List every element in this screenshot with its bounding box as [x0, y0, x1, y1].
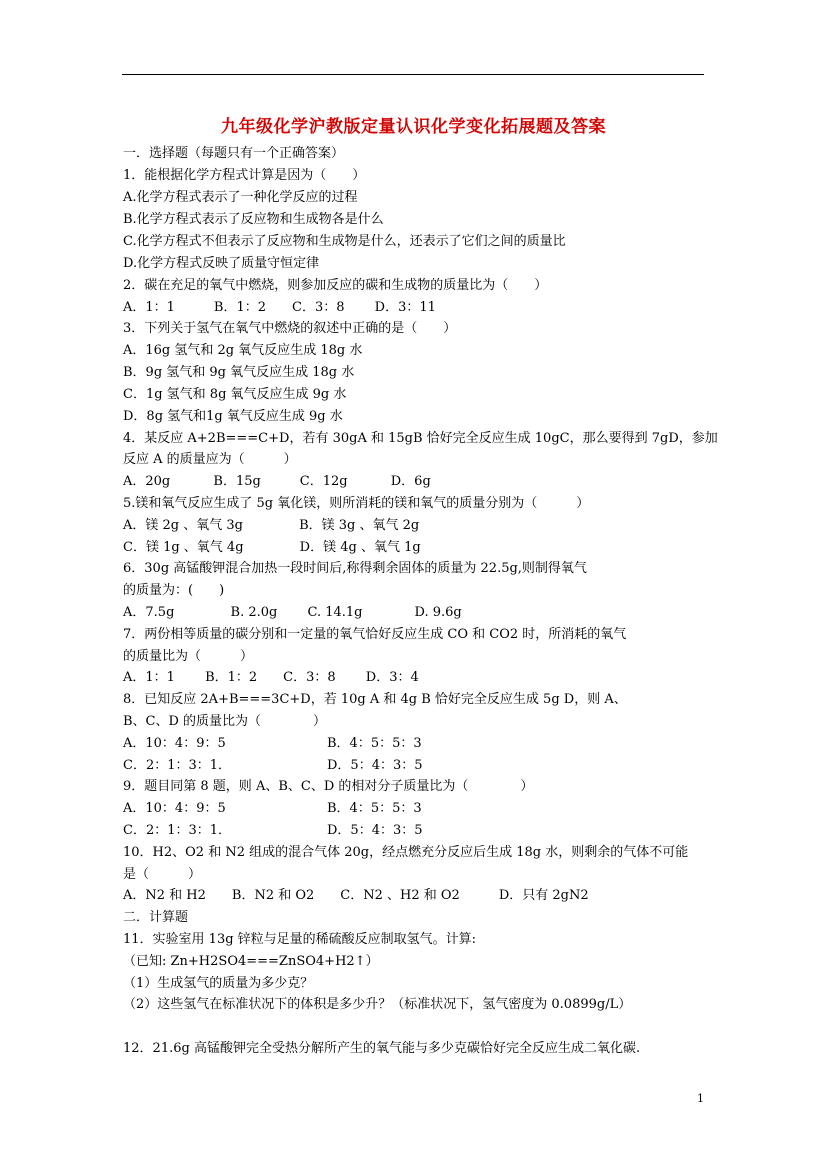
option-1b: B.化学方程式表示了反应物和生成物各是什么 [123, 212, 384, 227]
question-10-line1: 10．H2、O2 和 N2 组成的混合气体 20g，经点燃充分反应后生成 18g 水，则剩余的气体不可能 [123, 845, 689, 860]
option-1a: A.化学方程式表示了一种化学反应的过程 [123, 190, 358, 205]
options-4: A．20g B．15g C．12g D．6g [123, 474, 431, 489]
option-3c: C．1g 氢气和 8g 氧气反应生成 9g 水 [123, 387, 347, 402]
document-title: 九年级化学沪教版定量认识化学变化拓展题及答案 [221, 117, 606, 137]
question-9: 9．题目同第 8 题，则 A、B、C、D 的相对分子质量比为（ ） [123, 779, 534, 794]
options-10: A．N2 和 H2 B．N2 和 O2 C．N2 、H2 和 O2 D．只有 2gN2 [123, 888, 589, 903]
option-8c: C．2：1：3：1． [123, 758, 232, 773]
question-1: 1．能根据化学方程式计算是因为（ ） [123, 168, 366, 183]
options-5cd: C．镁 1g 、氧气 4g D．镁 4g 、氧气 1g [123, 540, 421, 555]
question-4-line1: 4．某反应 A+2B===C+D，若有 30gA 和 15gB 恰好完全反应生成 10gC，那么要得到 7gD，参加 [123, 431, 718, 446]
option-3d: D．8g 氢气和1g 氧气反应生成 9g 水 [123, 409, 343, 424]
question-7-line1: 7．两份相等质量的碳分别和一定量的氧气恰好反应生成 CO 和 CO2 时，所消耗的氧气 [123, 627, 627, 642]
section-heading-calc: 二．计算题 [123, 910, 189, 925]
question-7-line2: 的质量比为（ ） [123, 649, 254, 664]
question-6-line1: 6．30g 高锰酸钾混合加热一段时间后,称得剩余固体的质量为 22.5g,则制得氧气 [123, 561, 587, 576]
question-11-given: （已知: Zn+H2SO4===ZnSO4+H2↑） [123, 954, 379, 969]
question-11-part1: （1）生成氢气的质量为多少克？ [123, 976, 314, 991]
option-1d: D.化学方程式反映了质量守恒定律 [123, 256, 320, 271]
question-6-line2: 的质量为：( ) [123, 583, 225, 598]
question-11: 11．实验室用 13g 锌粒与足量的稀硫酸反应制取氢气。计算: [123, 932, 477, 947]
section-heading-choice: 一．选择题（每题只有一个正确答案） [123, 146, 345, 161]
question-8-line2: B、C、D 的质量比为（ ） [123, 714, 327, 729]
question-11-part2: （2）这些氢气在标准状况下的体积是多少升？（标准状况下，氢气密度为 0.0899g/L） [123, 997, 632, 1012]
option-9d: D．5：4：3：5 [327, 823, 423, 838]
question-2: 2．碳在充足的氧气中燃烧，则参加反应的碳和生成物的质量比为（ ） [123, 278, 548, 293]
question-4-line2: 反应 A 的质量应为（ ） [123, 452, 297, 467]
question-8-line1: 8．已知反应 2A+B===3C+D，若 10g A 和 4g B 恰好完全反应生成 5g D，则 A、 [123, 692, 627, 707]
question-5: 5.镁和氧气反应生成了 5g 氧化镁，则所消耗的镁和氧气的质量分别为（ ） [123, 496, 590, 511]
option-3b: B．9g 氢气和 9g 氧气反应生成 18g 水 [123, 365, 355, 380]
option-8a: A．10：4：9：5 [123, 736, 226, 751]
option-9a: A．10：4：9：5 [123, 801, 226, 816]
option-9b: B．4：5：5：3 [327, 801, 422, 816]
header-rule [122, 74, 704, 75]
question-10-line2: 是（ ） [123, 867, 202, 882]
option-8b: B．4：5：5：3 [327, 736, 422, 751]
options-2: A．1：1 B．1：2 C．3：8 D．3：11 [123, 300, 436, 315]
option-1c: C.化学方程式不但表示了反应物和生成物是什么，还表示了它们之间的质量比 [123, 234, 566, 249]
question-12: 12．21.6g 高锰酸钾完全受热分解所产生的氧气能与多少克碳恰好完全反应生成二氧化碳. [123, 1041, 641, 1056]
options-6: A．7.5g B. 2.0g C. 14.1g D. 9.6g [123, 605, 462, 620]
option-3a: A．16g 氢气和 2g 氧气反应生成 18g 水 [123, 343, 363, 358]
option-9c: C．2：1：3：1． [123, 823, 232, 838]
options-5ab: A．镁 2g 、氧气 3g B．镁 3g 、氧气 2g [123, 518, 420, 533]
options-7: A．1：1 B．1：2 C．3：8 D．3：4 [123, 670, 419, 685]
page-number: 1 [697, 1092, 704, 1105]
option-8d: D．5：4：3：5 [327, 758, 423, 773]
question-3: 3．下列关于氢气在氧气中燃烧的叙述中正确的是（ ） [123, 321, 457, 336]
